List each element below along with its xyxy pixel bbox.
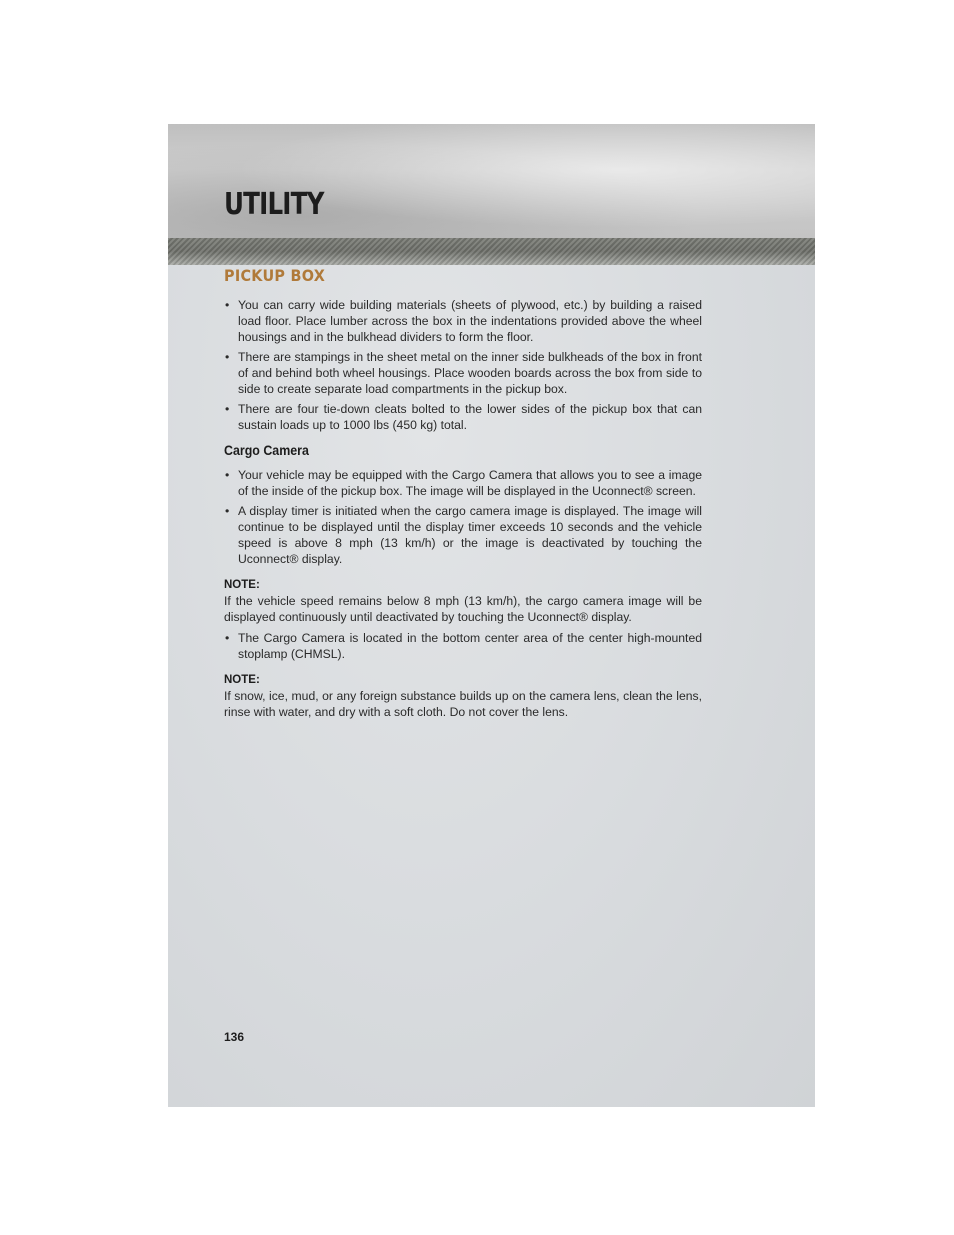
section-title: PICKUP BOX: [224, 266, 326, 285]
bullet-icon: •: [225, 402, 230, 416]
bullet-icon: •: [225, 350, 230, 364]
bullet-icon: •: [225, 298, 230, 312]
list-item: [224, 349, 702, 397]
header-texture-band: [168, 238, 815, 265]
list-item-text: A display timer is initiated when the cargo camera image is displayed. The image will continue to be displayed until the display timer exceeds 10 seconds and the vehicle speed is above 8 mph (13 km/h) or the image is deactivated by touching the Uconnect® display.: [238, 504, 702, 566]
note-text: If the vehicle speed remains below 8 mph (13 km/h), the cargo camera image will be displayed continuously until deactivated by touching the Uconnect® display.: [224, 594, 702, 624]
list-item-text: There are four tie-down cleats bolted to the lower sides of the pickup box that can sustain loads up to 1000 lbs (450 kg) total.: [238, 402, 702, 432]
list-item: [224, 401, 702, 433]
bullet-icon: •: [225, 631, 230, 645]
list-item-text: There are stampings in the sheet metal on the inner side bulkheads of the box in front of and behind both wheel housings. Place wooden boards across the box from side to side to create separate load compartments in the pickup box.: [238, 350, 702, 396]
note-label: NOTE:: [224, 674, 260, 686]
list-item: [224, 503, 702, 567]
subsection-heading: Cargo Camera: [224, 443, 309, 458]
cargo-camera-location-list: [224, 630, 702, 662]
bullet-icon: •: [225, 504, 230, 518]
list-item: [224, 467, 702, 499]
list-item: [224, 297, 702, 345]
page-number: 136: [224, 1030, 245, 1044]
page-content: [224, 267, 702, 725]
note-label: NOTE:: [224, 579, 260, 591]
list-item-text: The Cargo Camera is located in the bottom center area of the center high-mounted stoplamp (CHMSL).: [238, 631, 702, 661]
chapter-title: UTILITY: [224, 187, 324, 222]
pickup-box-bullet-list: [224, 297, 702, 433]
note-text: If snow, ice, mud, or any foreign substance builds up on the camera lens, clean the lens, rinse with water, and dry with a soft cloth. Do not cover the lens.: [224, 689, 702, 719]
list-item-text: Your vehicle may be equipped with the Cargo Camera that allows you to see a image of the inside of the pickup box. The image will be displayed in the Uconnect® screen.: [238, 468, 702, 498]
bullet-icon: •: [225, 468, 230, 482]
cargo-camera-bullet-list: [224, 467, 702, 567]
list-item: [224, 630, 702, 662]
page-header: [168, 124, 815, 238]
list-item-text: You can carry wide building materials (sheets of plywood, etc.) by building a raised load floor. Place lumber across the box in the indentations provided above the wheel housings and in the bulkhead dividers to form the floor.: [238, 298, 702, 344]
manual-page: [168, 124, 815, 1107]
